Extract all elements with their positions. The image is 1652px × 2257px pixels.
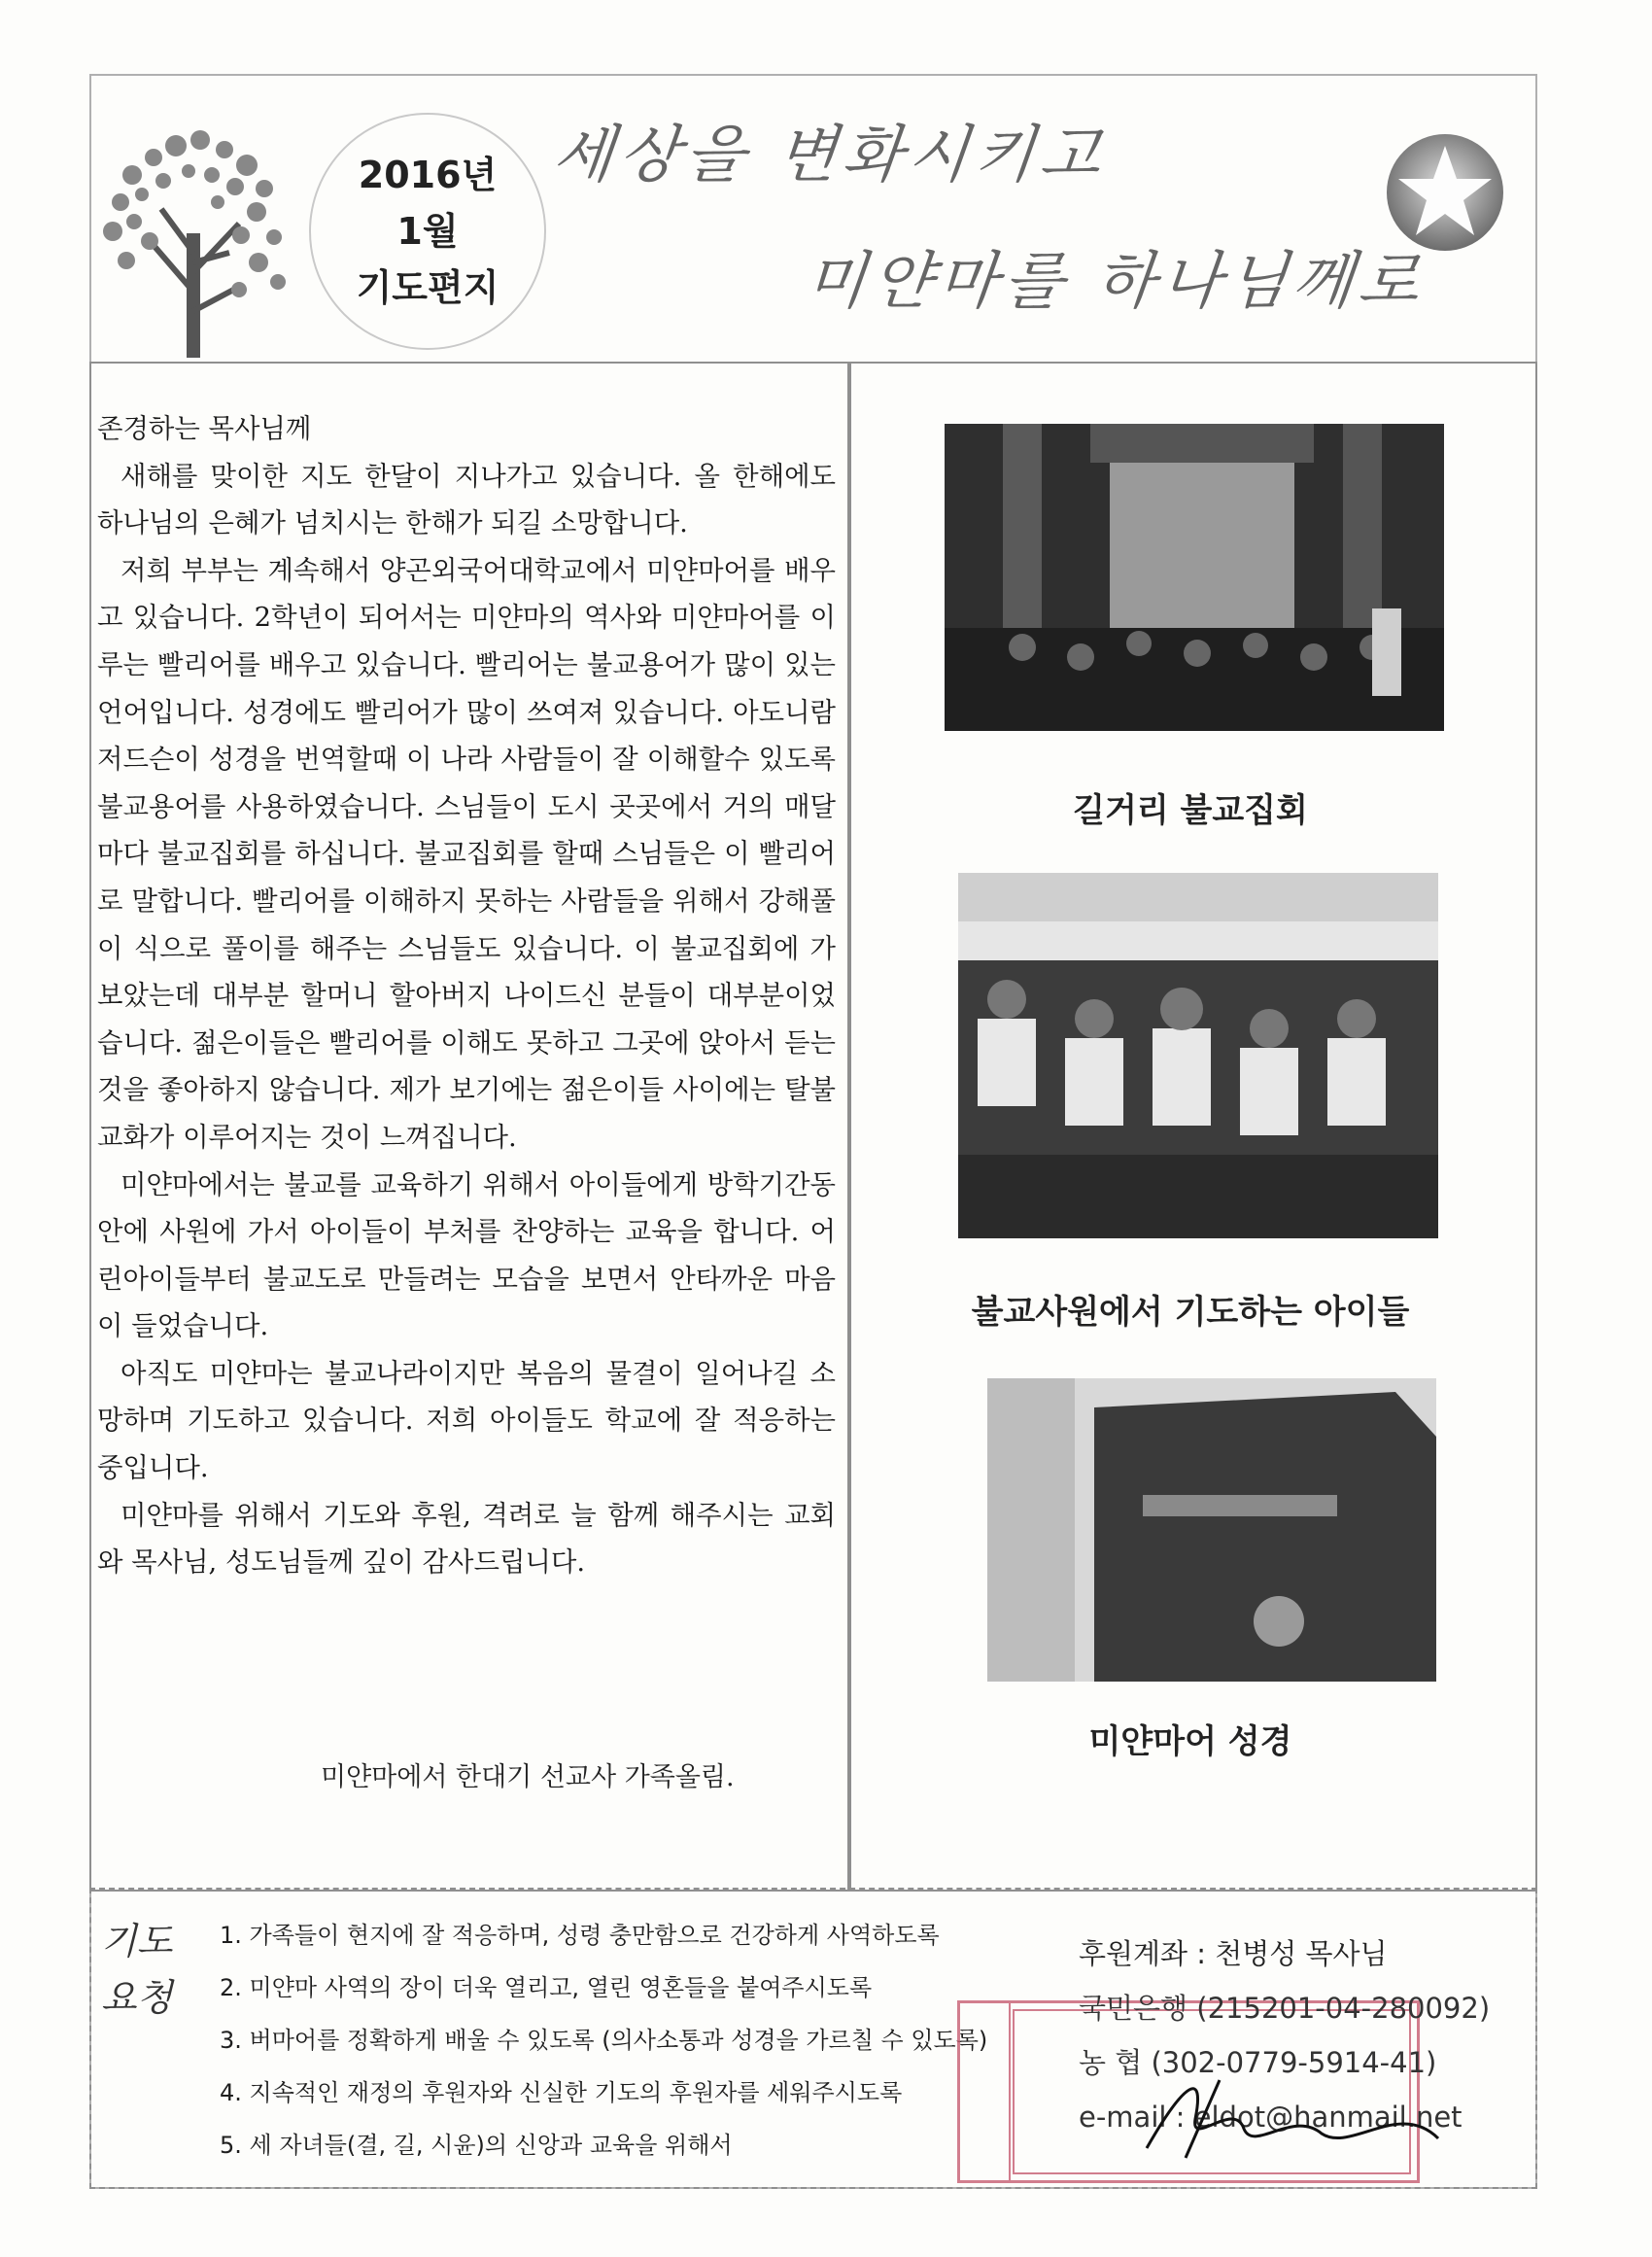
prayer-item: 5. 세 자녀들(결, 길, 시윤)의 신앙과 교육을 위해서 <box>220 2132 733 2159</box>
support-bank-kb: 국민은행 (215201-04-280092) <box>1079 1992 1491 2025</box>
slogan-line-2: 미얀마를 하나님께로 <box>802 246 1429 318</box>
letter-signoff: 미얀마에서 한대기 선교사 가족올림. <box>321 1762 735 1792</box>
date-year: 2016년 <box>358 154 498 196</box>
tree-logo <box>93 117 297 360</box>
photo-praying-children <box>958 873 1438 1238</box>
support-account-label: 후원계좌 : 천병성 목사님 <box>1079 1937 1388 1970</box>
prayer-item: 2. 미얀마 사역의 장이 더욱 열리고, 열린 영혼들을 붙여주시도록 <box>220 1974 873 2001</box>
caption-praying-children: 불교사원에서 기도하는 아이들 <box>971 1293 1410 1332</box>
star-badge-icon <box>1385 132 1505 253</box>
date-badge <box>309 113 546 350</box>
photo-street-gathering <box>945 424 1444 731</box>
letter-paragraph: 새해를 맞이한 지도 한달이 지나가고 있습니다. 올 한해에도 하나님의 은혜가 넘치시는 한해가 되길 소망합니다. <box>97 461 836 539</box>
prayer-item: 3. 버마어를 정확하게 배울 수 있도록 (의사소통과 성경을 가르칠 수 있도록) <box>220 2027 988 2054</box>
prayer-title-line-2: 요청 <box>101 1976 173 2019</box>
letter-paragraph: 미얀마를 위해서 기도와 후원, 격려로 늘 함께 해주시는 교회와 목사님, 성도님들께 깊이 감사드립니다. <box>97 1500 836 1579</box>
stamp-left-column <box>966 2003 1011 2180</box>
prayer-request-title <box>101 1913 208 2026</box>
slogan-line-1: 세상을 변화시키고 <box>549 120 1111 191</box>
letter-body <box>97 406 836 1587</box>
caption-street-gathering: 길거리 불교집회 <box>1073 791 1308 830</box>
prayer-request-list <box>220 1909 987 2171</box>
caption-burmese-bible: 미얀마어 성경 <box>1088 1722 1292 1761</box>
support-bank-nh: 농 협 (302-0779-5914-41) <box>1079 2046 1437 2079</box>
prayer-title-line-1: 기도 <box>101 1920 173 1962</box>
letter-title: 기도편지 <box>356 266 499 309</box>
letter-paragraph: 저희 부부는 계속해서 양곤외국어대학교에서 미얀마어를 배우고 있습니다. 2학년이 되어서는 미얀마의 역사와 미얀마어를 이루는 빨리어를 배우고 있습니다. 빨리어는 불교용어가 많이 있는 언어입니다. 성경에도 빨리어가 많이 쓰여져 있습니다. 아도니람 저드슨이 성경을 번역할때 이 나라 사람들이 잘 이해할수 있도록 불교용어를 사용하였습니다. 스님들이 도시 곳곳에서 거의 매달마다 불교집회를 하십니다. 불교집회를 할때 스님들은 이 빨리어로 말합니다. 빨리어를 이해하지 못하는 사람들을 위해서 강해풀이 식으로 풀이를 해주는 스님들도 있습니다. 이 불교집회에 가보았는데 대부분 할머니 할아버지 나이드신 분들이 대부분이었습니다. 젊은이들은 빨리어를 이해도 못하고 그곳에 앉아서 듣는 것을 좋아하지 않습니다. 제가 보기에는 젊은이들 사이에는 탈불교화가 이루어지는 것이 느껴집니다. <box>97 555 836 1153</box>
letter-greeting: 존경하는 목사님께 <box>97 414 312 444</box>
letter-paragraph: 아직도 미얀마는 불교나라이지만 복음의 물결이 일어나길 소망하며 기도하고 있습니다. 저희 아이들도 학교에 잘 적응하는 중입니다. <box>97 1358 836 1484</box>
prayer-item: 1. 가족들이 현지에 잘 적응하며, 성령 충만함으로 건강하게 사역하도록 <box>220 1922 940 1949</box>
prayer-item: 4. 지속적인 재정의 후원자와 신실한 기도의 후원자를 세워주시도록 <box>220 2079 903 2106</box>
photo-burmese-bible <box>987 1378 1436 1682</box>
handwritten-signature <box>1127 2061 1477 2168</box>
date-month: 1월 <box>396 210 459 253</box>
letter-paragraph: 미얀마에서는 불교를 교육하기 위해서 아이들에게 방학기간동안에 사원에 가서 아이들이 부처를 찬양하는 교육을 합니다. 어린아이들부터 불교도로 만들려는 모습을 보면서 안타까운 마음이 들었습니다. <box>97 1169 836 1342</box>
support-email[interactable]: e-mail : eldot@hanmail.net <box>1079 2101 1463 2134</box>
